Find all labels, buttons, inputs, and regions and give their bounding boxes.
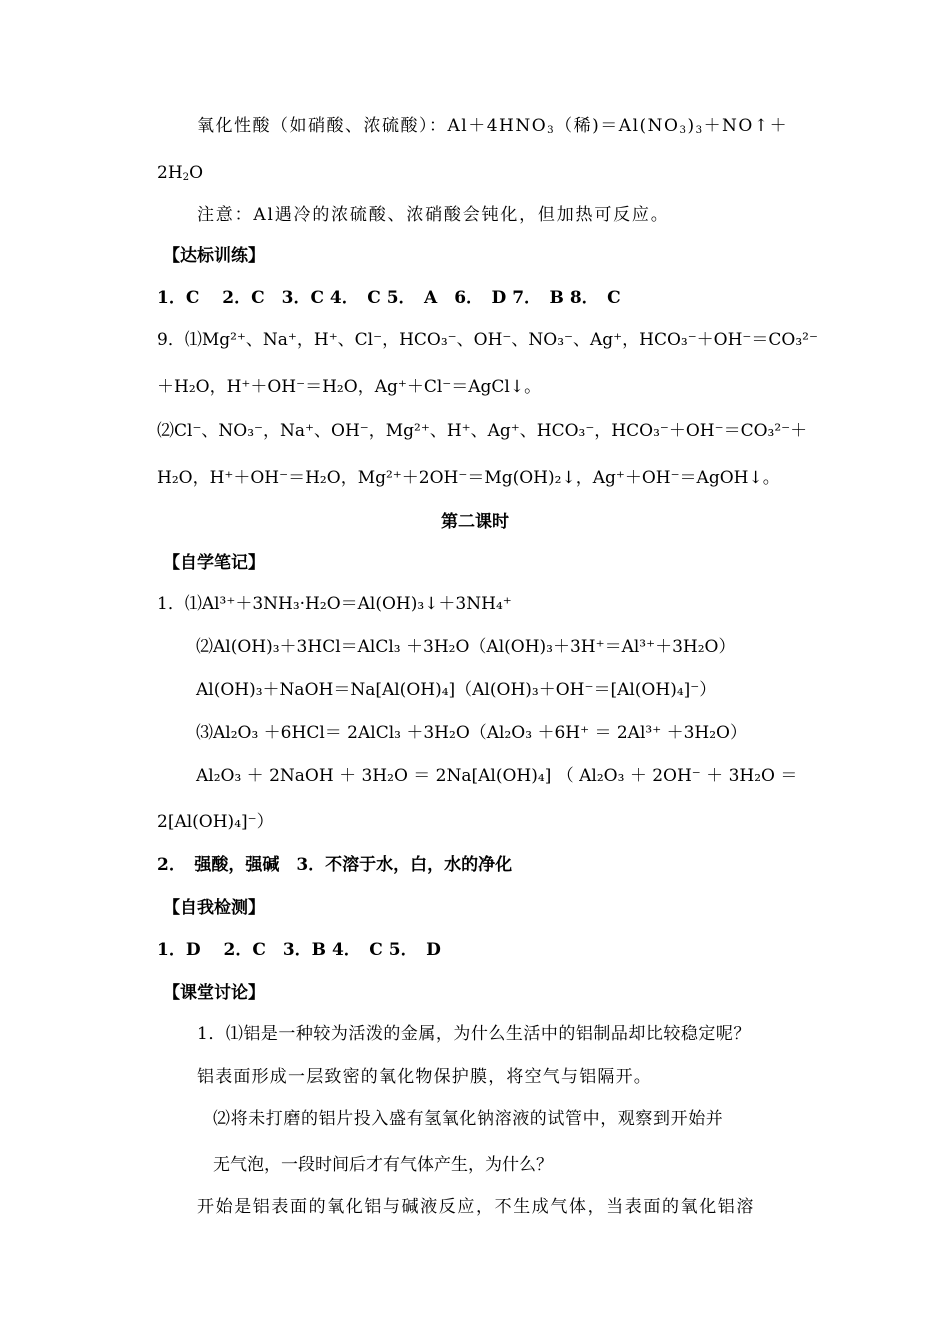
equation-part: O [189,163,204,183]
dabiao-heading: 【达标训练】 [163,246,265,266]
ziwo-heading: 【自我检测】 [163,898,265,918]
q9-line-1: 9．⑴Mg²⁺、Na⁺，H⁺、Cl⁻，HCO₃⁻、OH⁻、NO₃⁻、Ag⁺，HCO₃⁻＋OH⁻＝CO₃²⁻ [157,330,818,350]
zixue-line-5: Al₂O₃ ＋ 2NaOH ＋ 3H₂O ＝ 2Na[Al(OH)₄] （ Al₂O₃ ＋ 2OH⁻ ＋ 3H₂O ＝ [196,766,798,786]
passivation-note: 注意：Al遇冷的浓硫酸、浓硝酸会钝化，但加热可反应。 [197,205,670,225]
q9-line-4: H₂O，H⁺＋OH⁻＝H₂O，Mg²⁺＋2OH⁻＝Mg(OH)₂↓，Ag⁺＋OH⁻＝AgOH↓。 [157,468,780,488]
oxidizing-acid-line [197,116,788,136]
discussion-question-2b: 无气泡，一段时间后才有气体产生，为什么？ [213,1155,553,1175]
equation-part: ＋NO↑＋ [703,116,789,136]
zixue-line-4: ⑶Al₂O₃ ＋6HCl＝ 2AlCl₃ ＋3H₂O（Al₂O₃ ＋6H⁺ ＝ 2Al³⁺ ＋3H₂O） [196,723,747,743]
discussion-answer-2: 开始是铝表面的氧化铝与碱液反应，不生成气体，当表面的氧化铝溶 [197,1197,755,1217]
subscript: 3 [695,125,704,137]
zixue-line-2: ⑵Al(OH)₃＋3HCl＝AlCl₃ ＋3H₂O（Al(OH)₃＋3H⁺＝Al³⁺＋3H₂O） [196,637,736,657]
ziwo-answers: 1．D 2．C 3．B 4． C 5． D [157,940,441,960]
zixue-line-6: 2[Al(OH)₄]⁻） [157,812,274,832]
q9-line-2: ＋H₂O，H⁺＋OH⁻＝H₂O，Ag⁺＋Cl⁻＝AgCl↓。 [157,377,542,397]
oxidizing-acid-intro: 氧化性酸（如硝酸、浓硫酸）： [197,116,448,136]
subscript: 2 [182,172,190,184]
equation-part: Al＋4HNO [447,116,548,136]
q9-line-3: ⑵Cl⁻、NO₃⁻，Na⁺、OH⁻，Mg²⁺、H⁺、Ag⁺、HCO₃⁻，HCO₃⁻＋OH⁻＝CO₃²⁻＋ [157,421,808,441]
dabiao-answers: 1．C 2．C 3．C 4． C 5． A 6． D 7． B 8． C [157,288,621,308]
discussion-question-2a: ⑵将未打磨的铝片投入盛有氢氧化钠溶液的试管中，观察到开始并 [213,1109,724,1129]
zixue-line-3: Al(OH)₃＋NaOH＝Na[Al(OH)₄]（Al(OH)₃＋OH⁻＝[Al(OH)₄]⁻） [196,680,717,700]
equation-part: ) [687,116,696,136]
equation-part: 2H [157,163,183,183]
subscript: 3 [679,125,688,137]
zixue-line-1: 1．⑴Al³⁺＋3NH₃·H₂O＝Al(OH)₃↓＋3NH₄⁺ [157,594,512,614]
lesson-title: 第二课时 [441,512,509,532]
discussion-question-1: 1．⑴铝是一种较为活泼的金属，为什么生活中的铝制品却比较稳定呢？ [197,1024,751,1044]
discussion-answer-1: 铝表面形成一层致密的氧化物保护膜，将空气与铝隔开。 [197,1067,652,1087]
zixue-line-7: 2． 强酸，强碱 3．不溶于水，白，水的净化 [157,855,513,875]
zixue-heading: 【自学笔记】 [163,553,265,573]
ketang-heading: 【课堂讨论】 [163,983,265,1003]
equation-part: （稀)＝Al(NO [555,116,680,136]
water-product-line [157,163,203,183]
subscript: 3 [547,125,556,137]
